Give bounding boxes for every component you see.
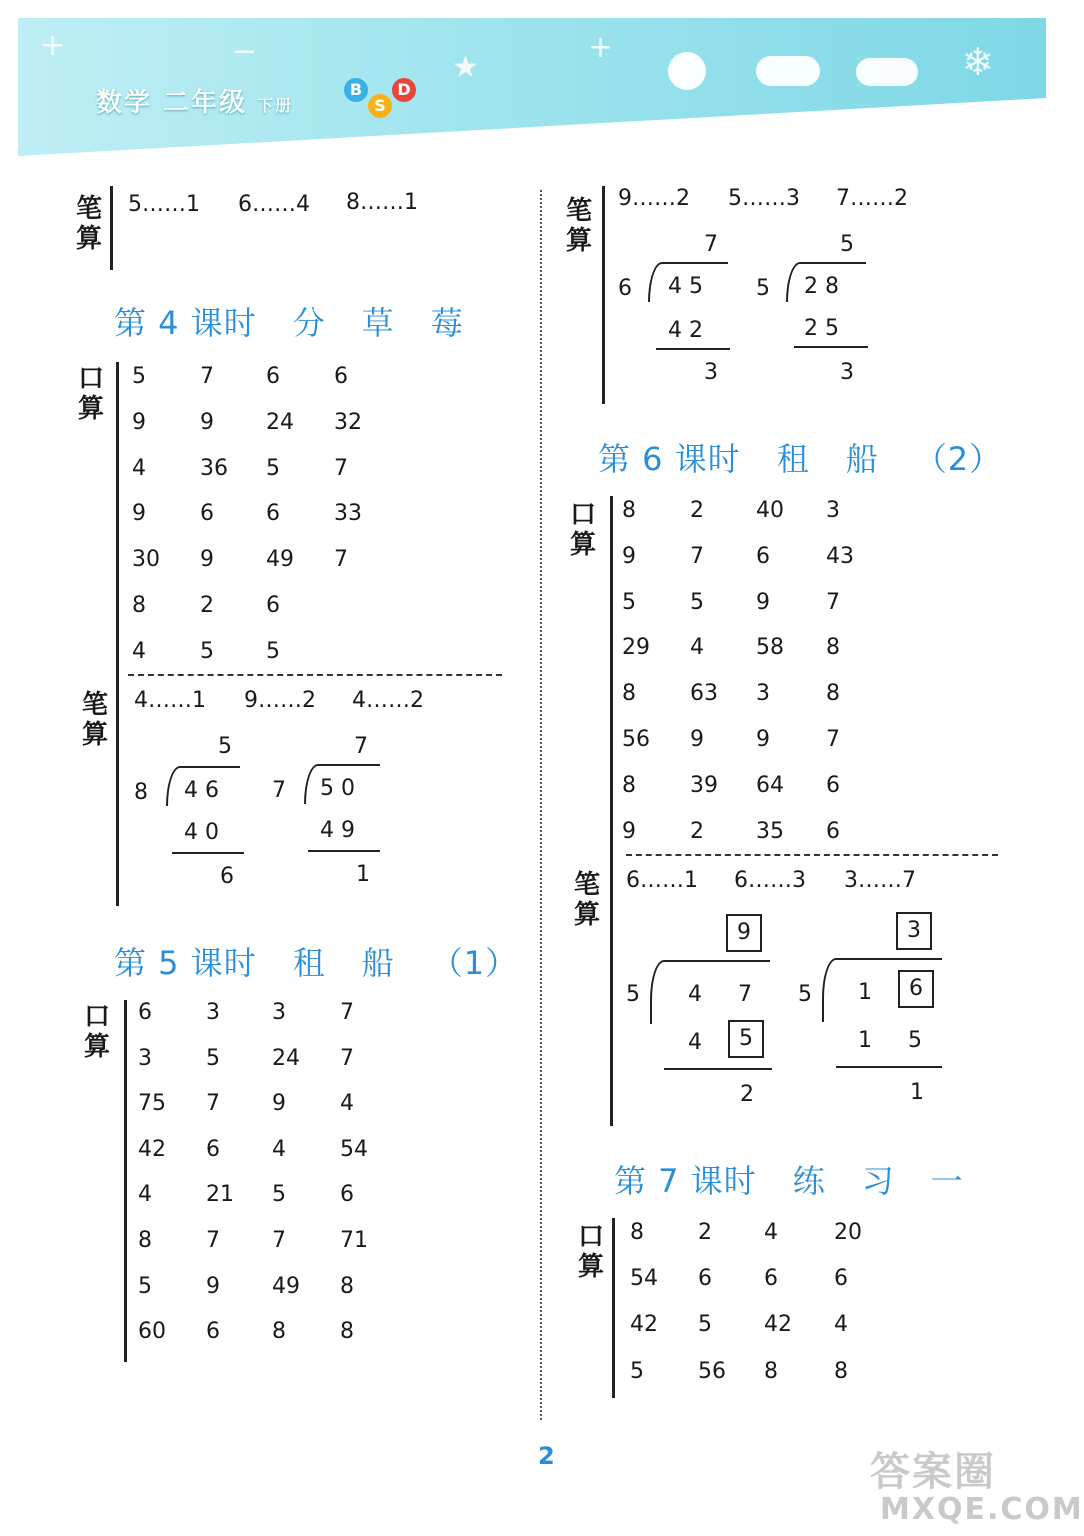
divisor: 5: [756, 276, 770, 301]
rain-cloud-icon: [856, 58, 918, 86]
subtraction-line: [836, 1066, 942, 1068]
kousuan-answer: 7: [206, 1091, 220, 1117]
kousuan-answer: 7: [200, 364, 214, 389]
kousuan-answer: 9: [206, 1273, 220, 1299]
bisuan-bar-right-top: [602, 186, 605, 404]
kousuan-answer: 5: [266, 455, 280, 481]
kousuan-answer: 7: [272, 1228, 286, 1253]
remainder: 1: [910, 1080, 924, 1105]
remainder: 6: [220, 864, 234, 889]
bisuan-result: 6……3: [734, 868, 806, 893]
kousuan-answer: 6: [206, 1319, 220, 1345]
kousuan-answer: 9: [272, 1091, 286, 1117]
kousuan-answer: 5: [266, 638, 280, 664]
kousuan-answer: 3: [756, 681, 770, 707]
kousuan-answer: 7: [826, 727, 840, 752]
bisuan-result: 9……2: [618, 186, 690, 211]
product: 4 9: [320, 818, 355, 843]
subtraction-line: [794, 346, 868, 348]
kousuan-label-lesson4: 口 算: [77, 364, 104, 424]
lesson-4-title: 第 4 课时 分 草 莓: [114, 304, 464, 342]
product: 2 5: [804, 316, 839, 341]
bisuan-bar-top: [110, 186, 113, 270]
kousuan-answer: 7: [340, 1000, 354, 1025]
dividend: 4 6: [184, 778, 219, 803]
lesson-6-title: 第 6 课时 租 船 （2）: [598, 440, 1003, 478]
division-bracket: [650, 960, 770, 1024]
plus-decoration-icon: +: [588, 30, 614, 65]
kousuan-answer: 5: [690, 589, 704, 615]
remainder: 3: [840, 360, 854, 385]
edition-letter-d: D: [392, 78, 416, 102]
dividend-digit: 7: [738, 982, 752, 1007]
kousuan-answer: 7: [690, 543, 704, 569]
kousuan-answer: 2: [200, 593, 214, 618]
kousuan-answer: 21: [206, 1182, 234, 1208]
kousuan-answer: 9: [756, 589, 770, 615]
kousuan-answer: 8: [826, 681, 840, 707]
column-divider: [540, 190, 542, 1420]
kousuan-answer: 5: [206, 1045, 220, 1071]
kousuan-answer: 6: [756, 543, 770, 569]
quotient: 7: [704, 232, 718, 257]
kousuan-answer: 9: [200, 547, 214, 573]
remainder: 1: [356, 862, 370, 887]
cloud-icon: [756, 56, 820, 86]
kousuan-answer: 8: [272, 1319, 286, 1345]
bisuan-label-top: 笔 算: [75, 194, 102, 254]
lesson5-bar: [124, 1000, 127, 1362]
remainder: 2: [740, 1082, 754, 1107]
lesson-7-title: 第 7 课时 练 习 一: [614, 1162, 964, 1200]
divisor: 6: [618, 276, 632, 301]
kousuan-answer: 43: [826, 543, 854, 569]
kousuan-answer: 7: [206, 1228, 220, 1253]
kousuan-answer: 9: [622, 543, 636, 569]
kousuan-answer: 9: [132, 501, 146, 527]
kousuan-answer: 64: [756, 772, 784, 798]
quotient: 7: [354, 734, 368, 759]
star-decoration-icon: ★: [452, 50, 479, 85]
bisuan-result: 8……1: [346, 190, 418, 215]
bisuan-result: 6……1: [626, 868, 698, 893]
bisuan-result: 9……2: [244, 688, 316, 713]
divisor: 7: [272, 778, 286, 803]
product: 4 2: [668, 318, 703, 343]
edition-letter-b: B: [344, 78, 368, 102]
dividend-box: 6: [898, 970, 934, 1008]
kousuan-answer: 20: [834, 1220, 862, 1245]
kousuan-answer: 5: [630, 1358, 644, 1384]
kousuan-answer: 24: [266, 409, 294, 435]
kousuan-answer: 8: [622, 772, 636, 798]
kousuan-answer: 9: [622, 818, 636, 844]
kousuan-label-lesson7: 口 算: [577, 1222, 604, 1282]
kousuan-answer: 8: [340, 1319, 354, 1345]
kousuan-answer: 5: [138, 1273, 152, 1299]
divisor: 5: [798, 982, 812, 1007]
quotient-box: 3: [896, 912, 932, 950]
kousuan-answer: 39: [690, 772, 718, 798]
kousuan-answer: 4: [132, 455, 146, 481]
kousuan-answer: 8: [630, 1220, 644, 1245]
kousuan-answer: 7: [334, 455, 348, 481]
kousuan-answer: 6: [698, 1266, 712, 1292]
kousuan-answer: 6: [826, 818, 840, 844]
kousuan-answer: 42: [630, 1312, 658, 1338]
kousuan-answer: 8: [764, 1358, 778, 1384]
dividend-digit: 1: [858, 980, 872, 1005]
kousuan-answer: 5: [200, 638, 214, 664]
kousuan-answer: 42: [138, 1136, 166, 1162]
subtraction-line: [308, 850, 380, 852]
kousuan-answer: 71: [340, 1228, 368, 1253]
kousuan-answer: 9: [200, 409, 214, 435]
bisuan-result: 7……2: [836, 186, 908, 211]
kousuan-answer: 63: [690, 681, 718, 707]
kousuan-answer: 60: [138, 1319, 166, 1345]
kousuan-answer: 5: [622, 589, 636, 615]
bisuan-result: 5……3: [728, 186, 800, 211]
minus-decoration-icon: −: [232, 34, 258, 69]
snowflake-icon: ❄: [962, 40, 994, 84]
kousuan-answer: 2: [698, 1220, 712, 1245]
kousuan-answer: 6: [266, 593, 280, 618]
lesson4-bar: [116, 362, 119, 906]
kousuan-answer: 8: [340, 1273, 354, 1299]
kousuan-label-lesson5: 口 算: [83, 1002, 110, 1062]
page-number: 2: [538, 1442, 555, 1470]
product-digit: 4: [688, 1030, 702, 1055]
kousuan-answer: 58: [756, 635, 784, 661]
kousuan-answer: 56: [622, 727, 650, 752]
kousuan-answer: 49: [266, 547, 294, 573]
kousuan-answer: 30: [132, 547, 160, 573]
book-title: [96, 82, 293, 119]
dividend: 2 8: [804, 274, 839, 299]
product: 4 0: [184, 820, 219, 845]
kousuan-answer: 75: [138, 1091, 166, 1117]
bisuan-result: 4……2: [352, 688, 424, 713]
bisuan-result: 6……4: [238, 192, 310, 217]
kousuan-answer: 49: [272, 1273, 300, 1299]
quotient: 5: [840, 232, 854, 257]
subtraction-line: [656, 348, 730, 350]
kousuan-answer: 7: [340, 1045, 354, 1071]
kousuan-answer: 4: [340, 1091, 354, 1117]
kousuan-answer: 5: [132, 364, 146, 389]
dividend: 5 0: [320, 776, 355, 801]
kousuan-answer: 54: [630, 1266, 658, 1292]
kousuan-answer: 2: [690, 818, 704, 844]
kousuan-answer: 4: [764, 1220, 778, 1245]
kousuan-answer: 2: [690, 498, 704, 523]
kousuan-answer: 9: [132, 409, 146, 435]
dashed-divider: [626, 854, 998, 856]
bisuan-result: 5……1: [128, 192, 200, 217]
kousuan-answer: 8: [622, 681, 636, 707]
kousuan-answer: 7: [334, 547, 348, 573]
kousuan-answer: 6: [334, 364, 348, 389]
kousuan-answer: 3: [272, 1000, 286, 1025]
kousuan-answer: 9: [690, 727, 704, 752]
divisor: 8: [134, 780, 148, 805]
kousuan-answer: 6: [200, 501, 214, 527]
kousuan-answer: 3: [826, 498, 840, 523]
quotient-box: 9: [726, 914, 762, 952]
dashed-divider: [128, 674, 502, 676]
kousuan-answer: 56: [698, 1358, 726, 1384]
kousuan-answer: 6: [340, 1182, 354, 1208]
bisuan-result: 3……7: [844, 868, 916, 893]
divisor: 5: [626, 982, 640, 1007]
bisuan-label-lesson6: 笔 算: [573, 870, 600, 930]
kousuan-answer: 8: [834, 1358, 848, 1384]
sun-icon: [668, 52, 706, 90]
kousuan-answer: 42: [764, 1312, 792, 1338]
kousuan-answer: 5: [698, 1312, 712, 1338]
kousuan-answer: 4: [690, 635, 704, 661]
product-digit: 5: [908, 1028, 922, 1053]
kousuan-answer: 4: [132, 638, 146, 664]
subtraction-line: [664, 1068, 772, 1070]
kousuan-answer: 29: [622, 635, 650, 661]
plus-decoration-icon: +: [40, 28, 66, 63]
kousuan-answer: 54: [340, 1136, 368, 1162]
product-digit: 1: [858, 1028, 872, 1053]
bisuan-label-right-top: 笔 算: [565, 196, 592, 256]
remainder: 3: [704, 360, 718, 385]
kousuan-answer: 40: [756, 498, 784, 523]
kousuan-answer: 6: [826, 772, 840, 798]
kousuan-answer: 6: [834, 1266, 848, 1292]
kousuan-label-lesson6: 口 算: [569, 500, 596, 560]
kousuan-answer: 6: [266, 364, 280, 389]
kousuan-answer: 5: [272, 1182, 286, 1208]
kousuan-answer: 8: [826, 635, 840, 661]
kousuan-answer: 3: [138, 1045, 152, 1071]
subtraction-line: [172, 852, 244, 854]
quotient: 5: [218, 734, 232, 759]
watermark-url: MXQE.COM: [880, 1492, 1084, 1527]
kousuan-answer: 6: [206, 1136, 220, 1162]
dividend-digit: 4: [688, 982, 702, 1007]
kousuan-answer: 6: [764, 1266, 778, 1292]
kousuan-answer: 33: [334, 501, 362, 527]
kousuan-answer: 6: [266, 501, 280, 527]
lesson-5-title: 第 5 课时 租 船 （1）: [114, 944, 519, 982]
kousuan-answer: 35: [756, 818, 784, 844]
kousuan-answer: 24: [272, 1045, 300, 1071]
bisuan-result: 4……1: [134, 688, 206, 713]
kousuan-answer: 36: [200, 455, 228, 481]
kousuan-answer: 7: [826, 589, 840, 615]
kousuan-answer: 8: [622, 498, 636, 523]
kousuan-answer: 6: [138, 1000, 152, 1025]
kousuan-answer: 32: [334, 409, 362, 435]
kousuan-answer: 9: [756, 727, 770, 752]
kousuan-answer: 4: [272, 1136, 286, 1162]
subject-grade: 数学 二年级: [96, 88, 248, 118]
kousuan-answer: 8: [138, 1228, 152, 1253]
watermark-text: 答案圈: [870, 1449, 996, 1495]
edition-letter-s: S: [368, 94, 392, 118]
lesson7-bar: [612, 1218, 615, 1398]
kousuan-answer: 8: [132, 593, 146, 618]
kousuan-answer: 3: [206, 1000, 220, 1025]
lesson6-bar: [610, 496, 613, 1126]
bisuan-label-lesson4: 笔 算: [81, 690, 108, 750]
dividend: 4 5: [668, 274, 703, 299]
volume: 下册: [257, 96, 294, 115]
product-box: 5: [728, 1020, 764, 1058]
kousuan-answer: 4: [138, 1182, 152, 1208]
kousuan-answer: 4: [834, 1312, 848, 1338]
